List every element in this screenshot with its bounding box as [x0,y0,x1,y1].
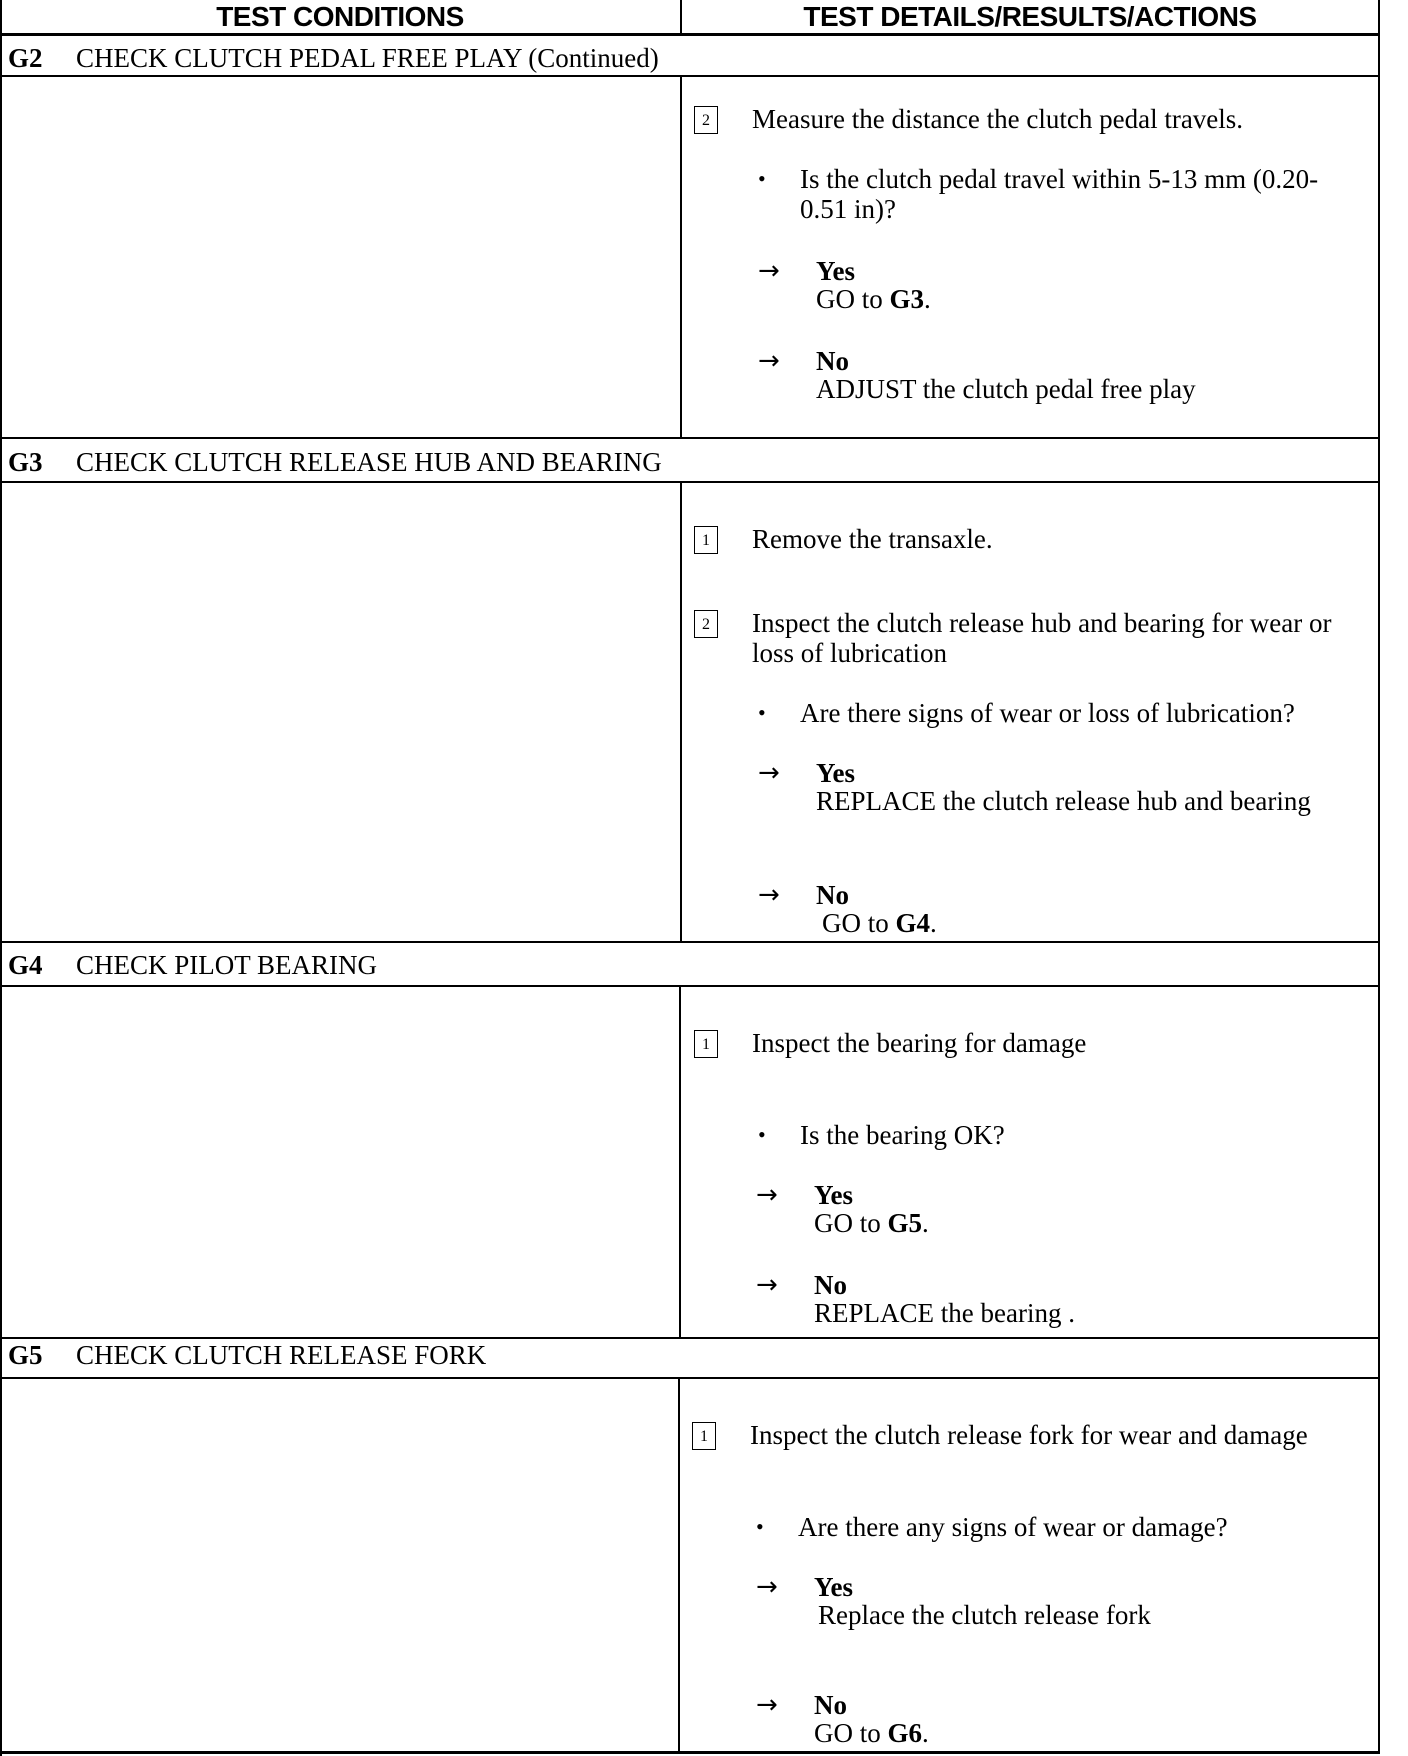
arrow-icon: → [756,1690,778,1720]
result-label: No [814,1690,847,1720]
bullet-icon: • [758,700,766,725]
arrow-icon: → [756,1572,778,1602]
action-text: REPLACE the clutch release hub and bearing [816,786,1311,816]
result-action [816,786,1311,816]
action-text: GO to [816,284,890,314]
step-number-box: 2 [694,106,718,134]
section-title-divider [0,985,1380,987]
bullet-icon: • [758,166,766,191]
step-number-box: 2 [694,610,718,638]
step-text: Inspect the clutch release fork for wear and damage [750,1420,1308,1450]
section-title: CHECK CLUTCH RELEASE HUB AND BEARING [76,447,662,477]
arrow-icon: → [758,758,780,788]
step-number-box: 1 [692,1422,716,1450]
question-text: Are there any signs of wear or damage? [798,1512,1228,1542]
column-divider [680,482,682,942]
column-divider [679,986,681,1338]
header-divider [0,33,1380,36]
result-label: No [816,346,849,376]
arrow-icon: → [756,1180,778,1210]
table-border-bottom [0,1751,1380,1754]
section-title-divider [0,1377,1380,1379]
action-text: Replace the clutch release fork [818,1600,1151,1630]
step-number-box: 1 [694,1030,718,1058]
step-text: Measure the distance the clutch pedal travels. [752,104,1244,134]
question-text: Is the clutch pedal travel within 5-13 mm (0.20-0.51 in)? [800,164,1319,224]
section-title: CHECK CLUTCH RELEASE FORK [76,1340,487,1370]
column-divider [680,76,682,438]
result-action [816,284,931,314]
target-step-link[interactable]: G5 [887,1208,923,1238]
result-label: Yes [816,758,855,788]
action-suffix: . [930,908,937,938]
target-step-link[interactable]: G3 [889,284,925,314]
target-step-link[interactable]: G6 [887,1718,923,1748]
action-text: GO to [814,1208,888,1238]
step-number-box: 1 [694,526,718,554]
action-text: GO to [822,908,896,938]
result-action [814,1298,1075,1328]
action-text: ADJUST the clutch pedal free play [816,374,1196,404]
section-id: G3 [8,447,43,477]
result-label: No [816,880,849,910]
column-divider [680,0,682,36]
section-title: CHECK CLUTCH PEDAL FREE PLAY (Continued) [76,43,659,73]
arrow-icon: → [758,880,780,910]
bullet-icon: • [758,1122,766,1147]
bullet-icon: • [756,1514,764,1539]
step-text: Inspect the clutch release hub and bearing for wear or loss of lubrication [752,608,1332,668]
step-text: Remove the transaxle. [752,524,993,554]
result-label: Yes [814,1180,853,1210]
action-text: GO to [814,1718,888,1748]
section-id: G4 [8,950,43,980]
action-text: REPLACE the bearing . [814,1298,1075,1328]
section-title: CHECK PILOT BEARING [76,950,378,980]
arrow-icon: → [758,346,780,376]
result-action [814,1208,929,1238]
question-text: Are there signs of wear or loss of lubrication? [800,698,1295,728]
target-step-link[interactable]: G4 [895,908,931,938]
question-text: Is the bearing OK? [800,1120,1005,1150]
arrow-icon: → [758,256,780,286]
step-text: Inspect the bearing for damage [752,1028,1087,1058]
result-action [818,1600,1151,1630]
section-divider [0,437,1380,439]
result-action [816,374,1196,404]
action-suffix: . [922,1718,929,1748]
section-divider [0,1337,1380,1339]
section-id: G2 [8,43,43,73]
section-title-divider [0,481,1380,483]
result-action [814,1718,929,1748]
result-action [822,908,937,938]
section-id: G5 [8,1340,43,1370]
section-divider [0,941,1380,943]
arrow-icon: → [756,1270,778,1300]
action-suffix: . [922,1208,929,1238]
table-border-left [0,0,2,1756]
result-label: Yes [814,1572,853,1602]
column-divider [678,1378,680,1752]
action-suffix: . [924,284,931,314]
result-label: Yes [816,256,855,286]
section-title-divider [0,75,1380,77]
table-border-right [1378,0,1380,1752]
column-header-test-details: TEST DETAILS/RESULTS/ACTIONS [803,1,1257,32]
result-label: No [814,1270,847,1300]
column-header-test-conditions: TEST CONDITIONS [216,1,464,32]
